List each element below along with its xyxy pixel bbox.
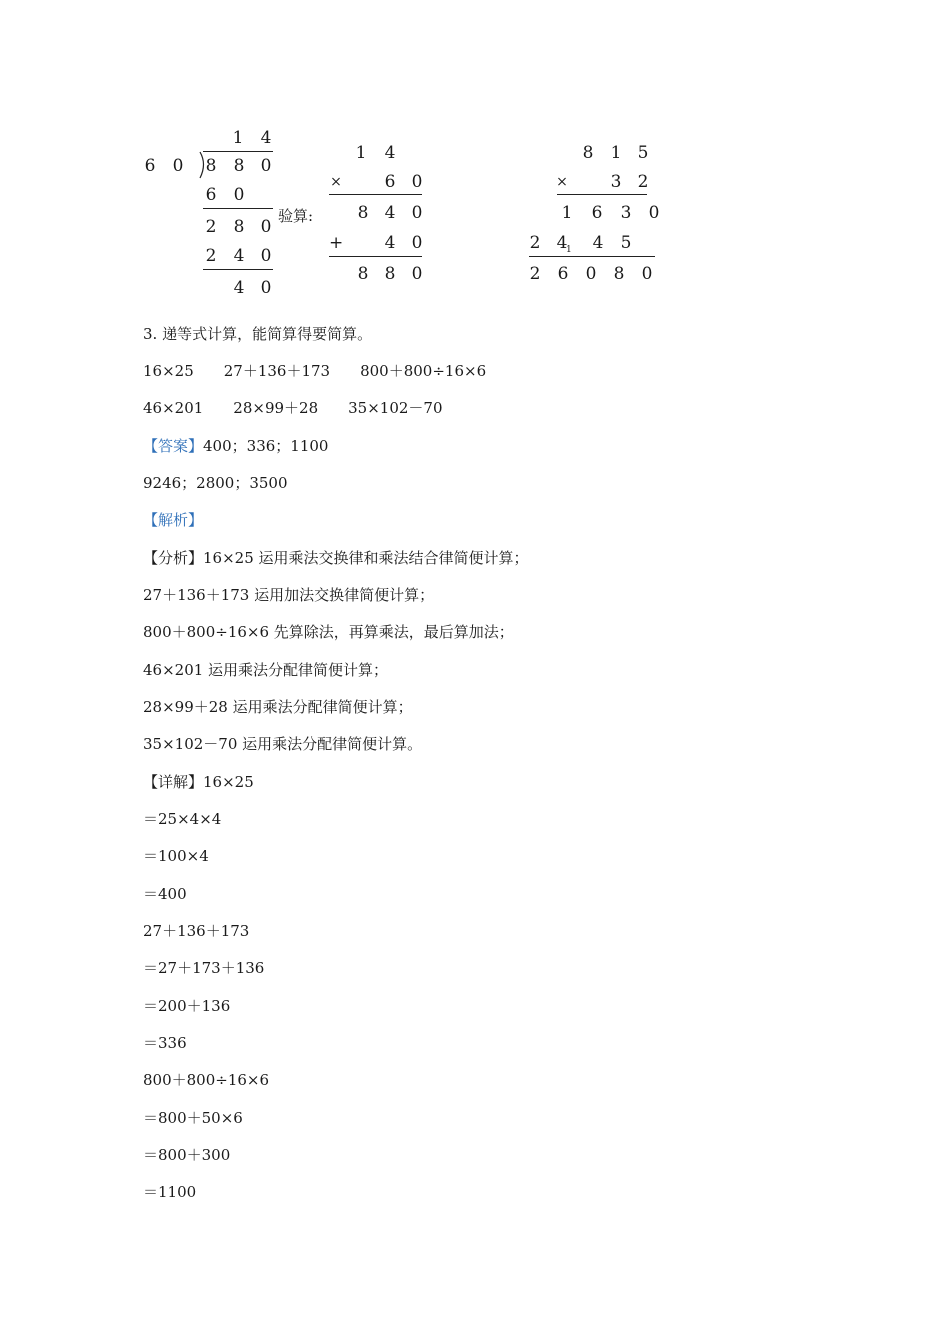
digit: 6 [384,172,396,192]
step-digit: 4 [233,246,245,266]
check-label: 验算: [278,207,314,225]
detail-line: ＝200＋136 [143,997,231,1015]
digit: 0 [411,203,423,223]
plus-sign: + [329,233,344,253]
calc-rule [329,256,422,257]
digit: 4 [384,203,396,223]
digit: 2 [529,264,541,284]
digit: 0 [641,264,653,284]
remainder-digit: 0 [260,278,272,298]
step-digit: 0 [233,185,245,205]
detail-line: ＝100×4 [143,847,209,865]
digit: 1 [561,203,573,223]
divisor-digit: 0 [172,156,184,176]
step-digit: 0 [260,246,272,266]
question-expressions: 46×201 28×99＋28 35×102－70 [143,399,443,417]
calc-rule [329,194,422,195]
division-rule [203,208,273,209]
digit: 4 [556,233,568,253]
quotient-digit: 4 [260,128,272,148]
answer-label: 【答案】 [143,437,204,455]
analysis-line: 35×102－70 运用乘法分配律简便计算。 [143,735,423,753]
digit: 8 [582,143,594,163]
carry-digit: 1 [566,245,572,255]
step-digit: 0 [260,217,272,237]
analysis-line: 27＋136＋173 运用加法交换律简便计算； [143,586,435,604]
detail-line: ＝400 [143,885,187,903]
digit: 8 [357,264,369,284]
answer-line [143,436,328,456]
digit: 6 [557,264,569,284]
dividend-digit: 8 [205,156,217,176]
analysis-line: 【分析】16×25 运用乘法交换律和乘法结合律简便计算； [143,549,529,567]
calc-rule [529,256,655,257]
division-bar [203,151,273,152]
times-sign: × [330,174,342,190]
digit: 4 [384,143,396,163]
detail-line: 27＋136＋173 [143,922,250,940]
digit: 1 [355,143,367,163]
dividend-digit: 0 [260,156,272,176]
digit: 8 [613,264,625,284]
step-digit: 2 [205,246,217,266]
digit: 0 [411,264,423,284]
digit: 8 [384,264,396,284]
dividend-digit: 8 [233,156,245,176]
detail-line: ＝27＋173＋136 [143,959,265,977]
division-rule [203,269,273,270]
digit: 5 [620,233,632,253]
digit: 6 [591,203,603,223]
analysis-line: 800＋800÷16×6 先算除法，再算乘法，最后算加法； [143,623,514,641]
digit: 0 [411,233,423,253]
analysis-line: 46×201 运用乘法分配律简便计算； [143,661,389,679]
digit: 4 [592,233,604,253]
digit: 1 [610,143,622,163]
digit: 5 [637,143,649,163]
quotient-digit: 1 [232,128,244,148]
divisor-digit: 6 [144,156,156,176]
question-expressions: 16×25 27＋136＋173 800＋800÷16×6 [143,362,487,380]
digit: 0 [411,172,423,192]
answer-line-2: 9246；2800；3500 [143,474,288,492]
digit: 2 [529,233,541,253]
detail-line: ＝800＋300 [143,1146,231,1164]
question-title: 3. 递等式计算，能简算得要简算。 [143,325,373,343]
digit: 4 [384,233,396,253]
answer-values: 400；336；1100 [203,437,329,455]
step-digit: 2 [205,217,217,237]
detail-line: ＝800＋50×6 [143,1109,243,1127]
digit: 8 [357,203,369,223]
remainder-digit: 4 [233,278,245,298]
digit: 3 [620,203,632,223]
detail-line: ＝1100 [143,1183,197,1201]
step-digit: 8 [233,217,245,237]
step-digit: 6 [205,185,217,205]
detail-line: 【详解】16×25 [143,773,254,791]
detail-line: ＝25×4×4 [143,810,222,828]
times-sign: × [556,174,568,190]
digit: 0 [585,264,597,284]
digit: 0 [648,203,660,223]
digit: 2 [637,172,649,192]
calc-rule [557,194,647,195]
analysis-label: 【解析】 [143,511,204,529]
detail-line: ＝336 [143,1034,187,1052]
digit: 3 [610,172,622,192]
analysis-line: 28×99＋28 运用乘法分配律简便计算； [143,698,413,716]
detail-line: 800＋800÷16×6 [143,1071,270,1089]
